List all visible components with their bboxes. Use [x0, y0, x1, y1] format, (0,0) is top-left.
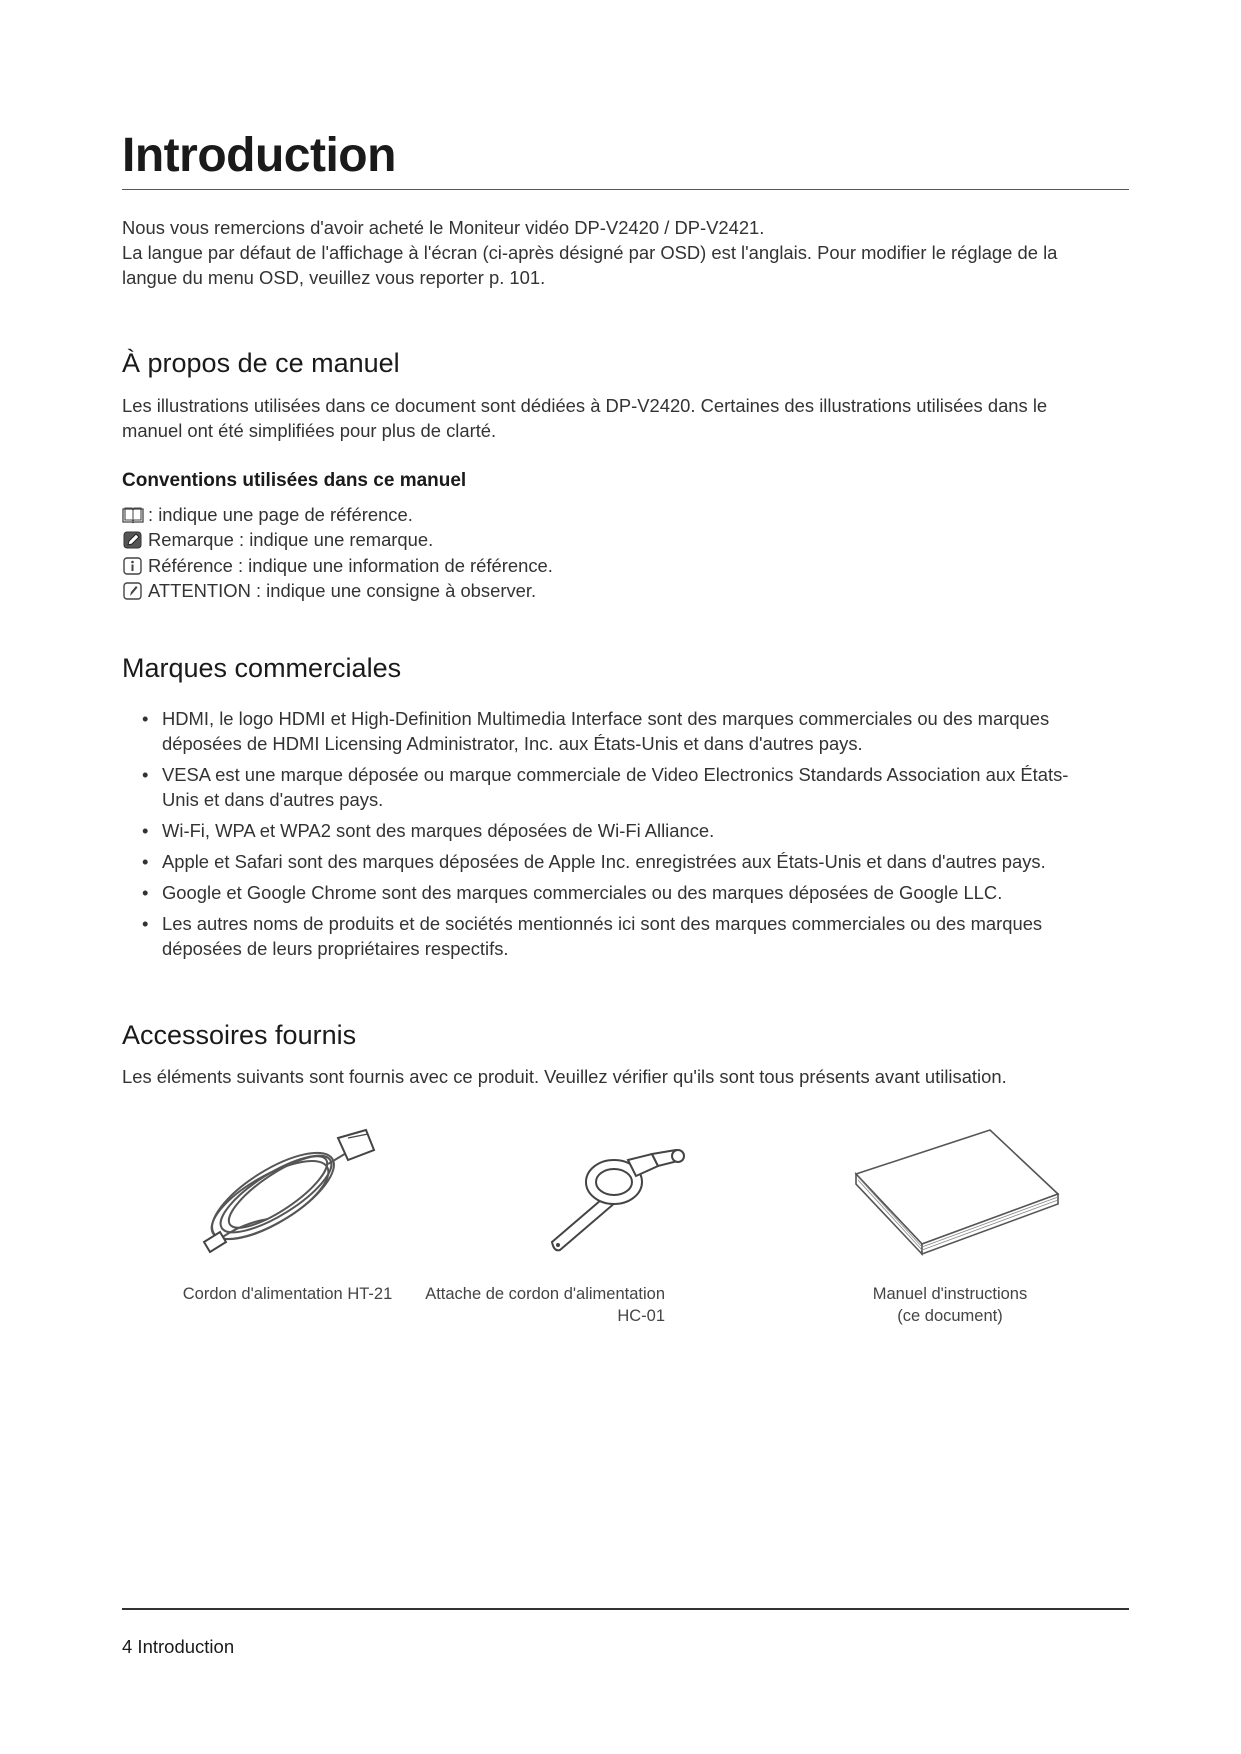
trademarks-list [138, 706, 1128, 967]
info-icon [122, 556, 144, 576]
section-heading-about: À propos de ce manuel [122, 348, 400, 378]
caption-line: HC-01 [617, 1307, 665, 1325]
convention-text: Référence : indique une information de référence. [148, 554, 553, 576]
cord-clamp-icon [548, 1138, 698, 1258]
list-item-line: déposées de leurs propriétaires respectifs. [162, 938, 509, 959]
caption-line: (ce document) [897, 1307, 1003, 1325]
pencil-note-icon [122, 530, 144, 550]
conventions-heading: Conventions utilisées dans ce manuel [122, 470, 467, 491]
list-item [138, 880, 1128, 905]
page-title: Introduction [122, 129, 396, 182]
list-item-line: Les autres noms de produits et de sociétés mentionnés ici sont des marques commerciales ou des marques [162, 913, 1043, 934]
accessory-caption [170, 1283, 405, 1305]
intro-line: La langue par défaut de l'affichage à l'écran (ci-après désigné par OSD) est l'anglais. Pour modifier le réglage de la [122, 242, 1058, 263]
page-footer: 4 Introduction [122, 1636, 235, 1657]
accessories-paragraph: Les éléments suivants sont fournis avec ce produit. Veuillez vérifier qu'ils sont tous présents avant utilisation. [122, 1066, 1007, 1087]
list-item [138, 706, 1128, 756]
about-paragraph [122, 393, 1129, 443]
caption-line: Cordon d'alimentation HT-21 [182, 1285, 393, 1303]
power-cord-icon [198, 1124, 383, 1264]
intro-paragraph [122, 215, 1129, 290]
accessory-caption [840, 1283, 1060, 1327]
list-item-line: HDMI, le logo HDMI et High-Definition Multimedia Interface sont des marques commerciales ou des marques [162, 708, 1050, 729]
list-item [138, 818, 1128, 843]
list-item [138, 911, 1128, 961]
list-item-line: Google et Google Chrome sont des marques commerciales ou des marques déposées de Google LLC. [162, 882, 1003, 903]
about-line: Les illustrations utilisées dans ce document sont dédiées à DP-V2420. Certaines des illustrations utilisées dans le [122, 395, 1048, 416]
list-item-line: déposées de HDMI Licensing Administrator, Inc. aux États-Unis et dans d'autres pays. [162, 733, 863, 754]
footer-divider [122, 1608, 1129, 1610]
book-icon [122, 506, 144, 524]
convention-item [122, 553, 922, 579]
bullet-icon: • [142, 820, 149, 841]
list-item [138, 849, 1128, 874]
convention-item [122, 528, 922, 554]
convention-item [122, 502, 922, 528]
list-item [138, 762, 1128, 812]
bullet-icon: • [142, 708, 149, 729]
caption-line: Attache de cordon d'alimentation [425, 1285, 665, 1303]
accessory-caption [410, 1283, 665, 1327]
bullet-icon: • [142, 851, 149, 872]
caption-line: Manuel d'instructions [872, 1285, 1028, 1303]
intro-line: Nous vous remercions d'avoir acheté le Moniteur vidéo DP-V2420 / DP-V2421. [122, 217, 765, 238]
convention-text: : indique une page de référence. [148, 503, 413, 525]
about-line: manuel ont été simplifiées pour plus de clarté. [122, 420, 497, 441]
intro-line: langue du menu OSD, veuillez vous reporter p. 101. [122, 267, 546, 288]
convention-text: ATTENTION : indique une consigne à observer. [148, 580, 537, 602]
section-heading-trademarks: Marques commerciales [122, 653, 402, 683]
list-item-line: Unis et dans d'autres pays. [162, 789, 384, 810]
conventions-list [122, 502, 922, 604]
section-heading-accessories: Accessoires fournis [122, 1020, 357, 1050]
list-item-line: Apple et Safari sont des marques déposées de Apple Inc. enregistrées aux États-Unis et dans d'autres pays. [162, 851, 1046, 872]
bullet-icon: • [142, 882, 149, 903]
list-item-line: Wi-Fi, WPA et WPA2 sont des marques déposées de Wi-Fi Alliance. [162, 820, 715, 841]
convention-item [122, 579, 922, 605]
bullet-icon: • [142, 764, 149, 785]
bullet-icon: • [142, 913, 149, 934]
title-divider [122, 189, 1129, 190]
convention-text: Remarque : indique une remarque. [148, 529, 434, 551]
manual-booklet-icon [850, 1124, 1060, 1274]
attention-icon [122, 581, 144, 601]
list-item-line: VESA est une marque déposée ou marque commerciale de Video Electronics Standards Association aux États- [162, 764, 1069, 785]
